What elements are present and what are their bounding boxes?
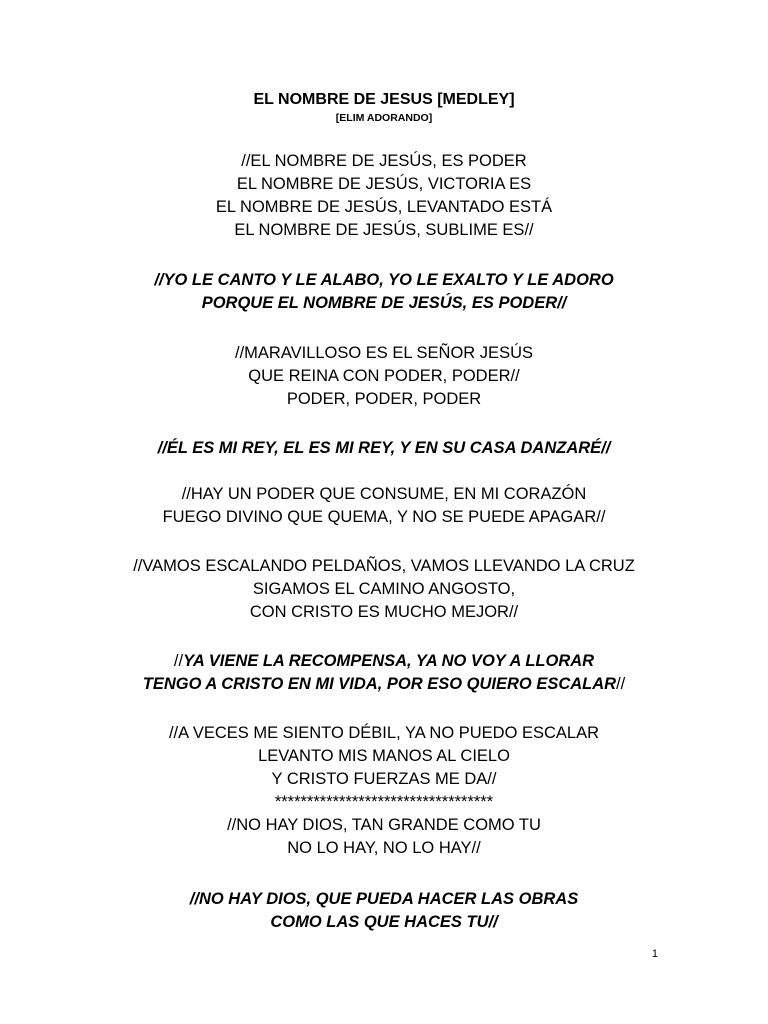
lyric-line: PORQUE EL NOMBRE DE JESÚS, ES PODER// [201,294,567,312]
lyric-line: EL NOMBRE DE JESÚS, LEVANTADO ESTÁ [215,198,553,216]
page-number: 1 [651,948,658,960]
lyric-line: //VAMOS ESCALANDO PELDAÑOS, VAMOS LLEVANDO LA CRUZ [133,557,635,575]
stanza-3 [0,483,768,529]
lyric-line: //HAY UN PODER QUE CONSUME, EN MI CORAZÓN [181,485,587,503]
stanza-5 [0,722,768,860]
lyric-line: //MARAVILLOSO ES EL SEÑOR JESÚS [234,344,533,362]
lyric-line: Y CRISTO FUERZAS ME DA// [271,770,497,788]
chorus-4 [0,888,768,934]
song-subtitle: [ELIM ADORANDO] [335,112,433,124]
lyric-line: //ÉL ES MI REY, EL ES MI REY, Y EN SU CASA DANZARÉ// [157,439,611,457]
lyric-text: TENGO A CRISTO EN MI VIDA, POR ESO QUIERO ESCALAR [142,675,617,693]
repeat-mark: // [616,675,626,693]
chorus-2 [0,437,768,460]
lyric-line: //NO HAY DIOS, TAN GRANDE COMO TU [227,816,541,834]
separator-line: ********************************** [274,793,494,811]
song-title: EL NOMBRE DE JESUS [MEDLEY] [253,91,515,108]
lyric-line: EL NOMBRE DE JESÚS, SUBLIME ES// [234,221,534,239]
chorus-3 [0,650,768,696]
stanza-1 [0,150,768,242]
lyric-line: QUE REINA CON PODER, PODER// [248,367,520,385]
lyric-line: //EL NOMBRE DE JESÚS, ES PODER [241,152,527,170]
stanza-2 [0,342,768,411]
lyric-line [0,673,768,696]
lyric-line: //YO LE CANTO Y LE ALABO, YO LE EXALTO Y LE ADORO [154,271,614,289]
lyric-line: SIGAMOS EL CAMINO ANGOSTO, [252,580,516,598]
lyric-line: LEVANTO MIS MANOS AL CIELO [258,747,510,765]
lyric-line: EL NOMBRE DE JESÚS, VICTORIA ES [236,175,532,193]
lyric-line: CON CRISTO ES MUCHO MEJOR// [249,603,519,621]
lyric-line: COMO LAS QUE HACES TU// [270,913,498,931]
repeat-mark: // [173,652,184,670]
lyric-line: //A VECES ME SIENTO DÉBIL, YA NO PUEDO ESCALAR [168,724,600,742]
chorus-1 [0,269,768,315]
lyric-line: //NO HAY DIOS, QUE PUEDA HACER LAS OBRAS [189,890,579,908]
lyric-line [0,650,768,673]
stanza-4 [0,555,768,624]
lyric-line: NO LO HAY, NO LO HAY// [287,839,481,857]
lyric-line: FUEGO DIVINO QUE QUEMA, Y NO SE PUEDE APAGAR// [162,508,606,526]
lyric-line: PODER, PODER, PODER [286,390,482,408]
lyric-text: YA VIENE LA RECOMPENSA, YA NO VOY A LLORAR [183,652,595,670]
